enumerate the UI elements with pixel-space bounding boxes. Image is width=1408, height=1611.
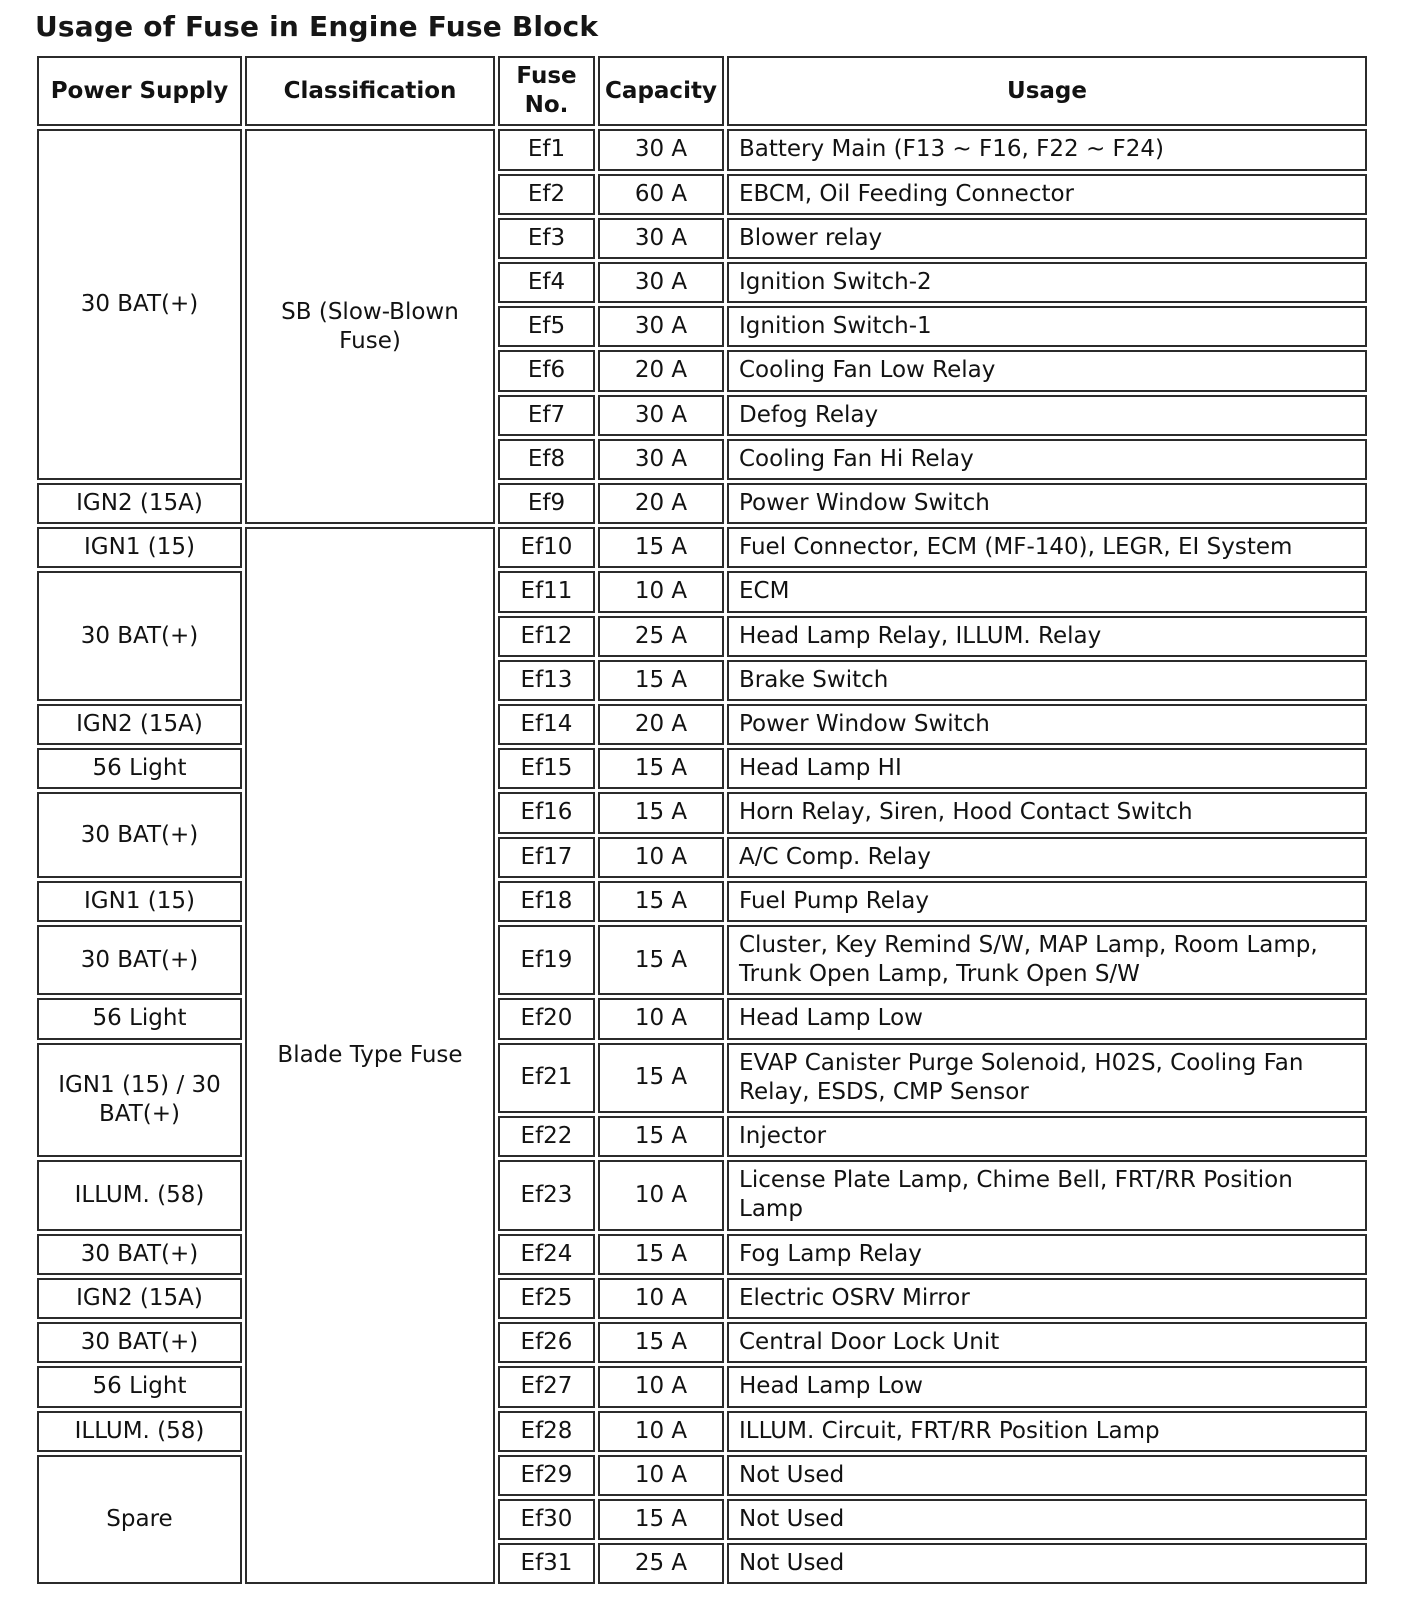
capacity-cell: 30 A [598, 129, 724, 170]
fuse-no-cell: Ef27 [498, 1366, 595, 1407]
capacity-cell: 30 A [598, 218, 724, 259]
power-supply-cell: IGN1 (15) / 30 BAT(+) [37, 1043, 242, 1158]
power-supply-cell: 56 Light [37, 748, 242, 789]
usage-cell: License Plate Lamp, Chime Bell, FRT/RR Position Lamp [727, 1160, 1367, 1230]
fuse-row [37, 925, 1367, 995]
usage-cell: Head Lamp Relay, ILLUM. Relay [727, 616, 1367, 657]
fuse-no-cell: Ef7 [498, 395, 595, 436]
usage-cell: Ignition Switch-2 [727, 262, 1367, 303]
fuse-row [37, 1278, 1367, 1319]
power-supply-cell: Spare [37, 1455, 242, 1585]
capacity-cell: 10 A [598, 1278, 724, 1319]
fuse-row [37, 1322, 1367, 1363]
capacity-cell: 20 A [598, 483, 724, 524]
classification-cell: Blade Type Fuse [245, 527, 495, 1584]
capacity-cell: 10 A [598, 1366, 724, 1407]
fuse-no-cell: Ef20 [498, 998, 595, 1039]
fuse-no-cell: Ef15 [498, 748, 595, 789]
fuse-no-cell: Ef1 [498, 129, 595, 170]
capacity-cell: 20 A [598, 350, 724, 391]
usage-cell: Not Used [727, 1455, 1367, 1496]
usage-cell: Injector [727, 1116, 1367, 1157]
capacity-cell: 30 A [598, 306, 724, 347]
power-supply-cell: IGN1 (15) [37, 881, 242, 922]
power-supply-cell: ILLUM. (58) [37, 1160, 242, 1230]
power-supply-cell: IGN1 (15) [37, 527, 242, 568]
fuse-usage-table [34, 53, 1370, 1587]
fuse-no-cell: Ef23 [498, 1160, 595, 1230]
usage-cell: Battery Main (F13 ~ F16, F22 ~ F24) [727, 129, 1367, 170]
usage-cell: Ignition Switch-1 [727, 306, 1367, 347]
capacity-cell: 15 A [598, 748, 724, 789]
usage-cell: Fuel Pump Relay [727, 881, 1367, 922]
usage-cell: EBCM, Oil Feeding Connector [727, 174, 1367, 215]
fuse-row [37, 1366, 1367, 1407]
fuse-row [37, 704, 1367, 745]
fuse-no-cell: Ef30 [498, 1499, 595, 1540]
header-capacity: Capacity [598, 56, 724, 126]
power-supply-cell: 30 BAT(+) [37, 129, 242, 480]
fuse-no-cell: Ef8 [498, 439, 595, 480]
capacity-cell: 10 A [598, 1455, 724, 1496]
usage-cell: Fog Lamp Relay [727, 1234, 1367, 1275]
header-classification: Classification [245, 56, 495, 126]
capacity-cell: 10 A [598, 837, 724, 878]
fuse-row [37, 998, 1367, 1039]
fuse-no-cell: Ef26 [498, 1322, 595, 1363]
capacity-cell: 15 A [598, 1499, 724, 1540]
fuse-no-cell: Ef19 [498, 925, 595, 995]
fuse-no-cell: Ef11 [498, 571, 595, 612]
capacity-cell: 30 A [598, 439, 724, 480]
usage-cell: A/C Comp. Relay [727, 837, 1367, 878]
usage-cell: Head Lamp Low [727, 1366, 1367, 1407]
power-supply-cell: IGN2 (15A) [37, 1278, 242, 1319]
fuse-row [37, 1455, 1367, 1496]
header-row [37, 56, 1367, 126]
fuse-no-cell: Ef28 [498, 1411, 595, 1452]
capacity-cell: 60 A [598, 174, 724, 215]
fuse-no-cell: Ef2 [498, 174, 595, 215]
usage-cell: Head Lamp Low [727, 998, 1367, 1039]
usage-cell: ECM [727, 571, 1367, 612]
fuse-no-cell: Ef3 [498, 218, 595, 259]
fuse-row [37, 129, 1367, 170]
usage-cell: Defog Relay [727, 395, 1367, 436]
capacity-cell: 15 A [598, 527, 724, 568]
capacity-cell: 10 A [598, 571, 724, 612]
power-supply-cell: IGN2 (15A) [37, 483, 242, 524]
fuse-row [37, 792, 1367, 833]
fuse-no-cell: Ef5 [498, 306, 595, 347]
capacity-cell: 30 A [598, 395, 724, 436]
capacity-cell: 15 A [598, 1043, 724, 1113]
fuse-no-cell: Ef21 [498, 1043, 595, 1113]
power-supply-cell: 30 BAT(+) [37, 1234, 242, 1275]
fuse-no-cell: Ef17 [498, 837, 595, 878]
usage-cell: Head Lamp HI [727, 748, 1367, 789]
capacity-cell: 15 A [598, 1116, 724, 1157]
capacity-cell: 30 A [598, 262, 724, 303]
fuse-no-cell: Ef14 [498, 704, 595, 745]
classification-cell: SB (Slow-Blown Fuse) [245, 129, 495, 524]
usage-cell: Brake Switch [727, 660, 1367, 701]
usage-cell: Power Window Switch [727, 704, 1367, 745]
fuse-row [37, 748, 1367, 789]
usage-cell: Not Used [727, 1543, 1367, 1584]
fuse-no-cell: Ef18 [498, 881, 595, 922]
capacity-cell: 25 A [598, 616, 724, 657]
power-supply-cell: ILLUM. (58) [37, 1411, 242, 1452]
usage-cell: Cooling Fan Hi Relay [727, 439, 1367, 480]
fuse-no-cell: Ef25 [498, 1278, 595, 1319]
power-supply-cell: 30 BAT(+) [37, 792, 242, 877]
power-supply-cell: 30 BAT(+) [37, 571, 242, 701]
fuse-row [37, 483, 1367, 524]
fuse-no-cell: Ef6 [498, 350, 595, 391]
fuse-row [37, 1411, 1367, 1452]
fuse-row [37, 1043, 1367, 1113]
usage-cell: Fuel Connector, ECM (MF-140), LEGR, EI System [727, 527, 1367, 568]
header-power-supply: Power Supply [37, 56, 242, 126]
fuse-no-cell: Ef22 [498, 1116, 595, 1157]
capacity-cell: 15 A [598, 1322, 724, 1363]
capacity-cell: 10 A [598, 1411, 724, 1452]
fuse-row [37, 1234, 1367, 1275]
usage-cell: Cooling Fan Low Relay [727, 350, 1367, 391]
fuse-no-cell: Ef29 [498, 1455, 595, 1496]
fuse-no-cell: Ef24 [498, 1234, 595, 1275]
capacity-cell: 10 A [598, 998, 724, 1039]
fuse-no-cell: Ef10 [498, 527, 595, 568]
header-fuse-no: Fuse No. [498, 56, 595, 126]
fuse-no-cell: Ef4 [498, 262, 595, 303]
capacity-cell: 15 A [598, 925, 724, 995]
capacity-cell: 20 A [598, 704, 724, 745]
capacity-cell: 25 A [598, 1543, 724, 1584]
power-supply-cell: 30 BAT(+) [37, 1322, 242, 1363]
usage-cell: Cluster, Key Remind S/W, MAP Lamp, Room Lamp, Trunk Open Lamp, Trunk Open S/W [727, 925, 1367, 995]
usage-cell: Not Used [727, 1499, 1367, 1540]
usage-cell: Central Door Lock Unit [727, 1322, 1367, 1363]
capacity-cell: 15 A [598, 660, 724, 701]
capacity-cell: 15 A [598, 1234, 724, 1275]
usage-cell: Power Window Switch [727, 483, 1367, 524]
usage-cell: Horn Relay, Siren, Hood Contact Switch [727, 792, 1367, 833]
fuse-no-cell: Ef16 [498, 792, 595, 833]
power-supply-cell: 56 Light [37, 1366, 242, 1407]
fuse-no-cell: Ef13 [498, 660, 595, 701]
fuse-row [37, 1160, 1367, 1230]
fuse-no-cell: Ef31 [498, 1543, 595, 1584]
power-supply-cell: 56 Light [37, 998, 242, 1039]
capacity-cell: 15 A [598, 792, 724, 833]
power-supply-cell: IGN2 (15A) [37, 704, 242, 745]
fuse-row [37, 527, 1367, 568]
usage-cell: ILLUM. Circuit, FRT/RR Position Lamp [727, 1411, 1367, 1452]
fuse-row [37, 881, 1367, 922]
usage-cell: Blower relay [727, 218, 1367, 259]
usage-cell: Electric OSRV Mirror [727, 1278, 1367, 1319]
capacity-cell: 10 A [598, 1160, 724, 1230]
fuse-no-cell: Ef9 [498, 483, 595, 524]
capacity-cell: 15 A [598, 881, 724, 922]
page-title: Usage of Fuse in Engine Fuse Block [35, 10, 599, 43]
usage-cell: EVAP Canister Purge Solenoid, H02S, Cooling Fan Relay, ESDS, CMP Sensor [727, 1043, 1367, 1113]
fuse-no-cell: Ef12 [498, 616, 595, 657]
power-supply-cell: 30 BAT(+) [37, 925, 242, 995]
fuse-row [37, 571, 1367, 612]
header-usage: Usage [727, 56, 1367, 126]
